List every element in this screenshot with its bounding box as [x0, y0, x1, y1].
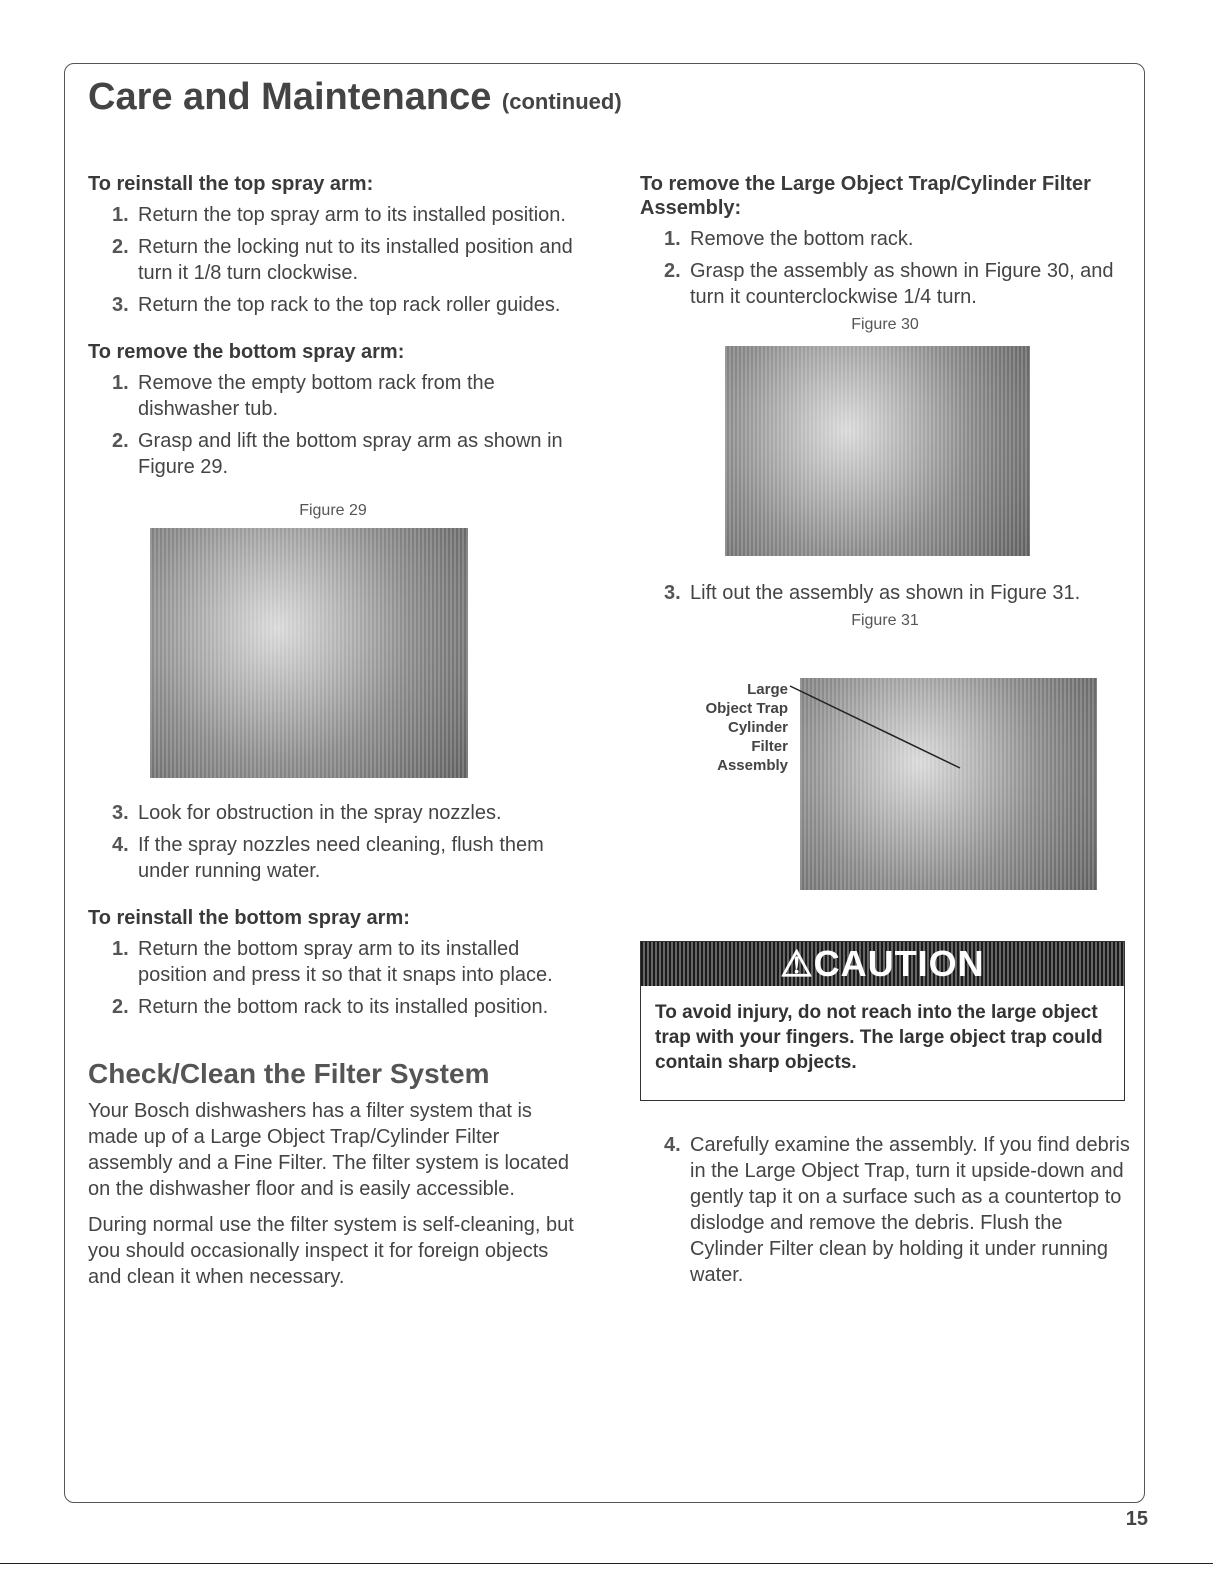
figure-30-image [725, 346, 1030, 556]
list-item: 1. Return the top spray arm to its installed position. [112, 204, 566, 226]
heading-reinstall-bottom: To reinstall the bottom spray arm: [88, 907, 410, 929]
caution-box [640, 941, 1125, 1101]
page-title: Care and Maintenance (continued) [88, 76, 622, 118]
title-continued: (continued) [501, 89, 622, 114]
heading-remove-trap: To remove the Large Object Trap/Cylinder Filter Assembly: [640, 173, 1091, 219]
list-item: 2. Return the bottom rack to its installed position. [112, 996, 549, 1018]
filter-paragraph-1: Your Bosch dishwashers has a filter system that is made up of a Large Object Trap/Cylinder Filter assembly and a Fine Filter. The filter system is located on the dishwasher floor and is easily accessible. [88, 1100, 569, 1200]
heading-remove-bottom: To remove the bottom spray arm: [88, 341, 405, 363]
list-item: 3. Lift out the assembly as shown in Figure 31. [664, 582, 1081, 604]
steps-remove-bottom-b [88, 800, 578, 884]
steps-reinstall-bottom [88, 936, 578, 1020]
list-item: 4. If the spray nozzles need cleaning, flush them under running water. [112, 834, 544, 882]
figure-30-caption: Figure 30 [851, 316, 919, 333]
list-item: 1. Remove the bottom rack. [664, 228, 914, 250]
list-item: 3. Return the top rack to the top rack roller guides. [112, 294, 561, 316]
list-item: 2. Return the locking nut to its installed position and turn it 1/8 turn clockwise. [112, 236, 573, 284]
list-item: 2. Grasp and lift the bottom spray arm as shown in Figure 29. [112, 430, 563, 478]
caution-label: ⚠CAUTION [780, 943, 985, 984]
heading-filter-system: Check/Clean the Filter System [88, 1058, 490, 1089]
steps-reinstall-top [88, 202, 578, 318]
figure-31-callout: Large Object Trap Cylinder Filter Assembly [705, 681, 788, 774]
right-column-step4 [640, 1132, 1130, 1294]
list-item: 4. Carefully examine the assembly. If you find debris in the Large Object Trap, turn it upside-down and gently tap it on a surface such as a countertop to dislodge and remove the debris. Flush the Cylinder Filter clean by holding it under running water. [664, 1134, 1130, 1286]
filter-paragraph-2: During normal use the filter system is self-cleaning, but you should occasionally inspect it for foreign objects and clean it when necessary. [88, 1214, 574, 1288]
steps-remove-bottom [88, 370, 578, 480]
list-item: 3. Look for obstruction in the spray nozzles. [112, 802, 502, 824]
steps-remove-trap [640, 226, 1130, 310]
list-item: 1. Return the bottom spray arm to its installed position and press it so that it snaps into place. [112, 938, 553, 986]
figure-31-caption: Figure 31 [851, 612, 919, 629]
callout-leader-line [780, 676, 980, 776]
right-column [640, 172, 1130, 630]
heading-reinstall-top: To reinstall the top spray arm: [88, 173, 374, 195]
steps-remove-trap-b [640, 580, 1130, 606]
page-number: 15 [1125, 1508, 1148, 1530]
caution-text: To avoid injury, do not reach into the large object trap with your fingers. The large object trap could contain sharp objects. [655, 1002, 1103, 1073]
caution-banner [641, 942, 1124, 986]
bottom-rule [0, 1563, 1213, 1564]
list-item: 2. Grasp the assembly as shown in Figure 30, and turn it counterclockwise 1/4 turn. [664, 260, 1114, 308]
steps-remove-trap-c [640, 1132, 1130, 1288]
figure-29-image [150, 528, 468, 778]
figure-29-caption: Figure 29 [299, 502, 367, 519]
list-item: 1. Remove the empty bottom rack from the dishwasher tub. [112, 372, 495, 420]
left-column [88, 172, 578, 1300]
